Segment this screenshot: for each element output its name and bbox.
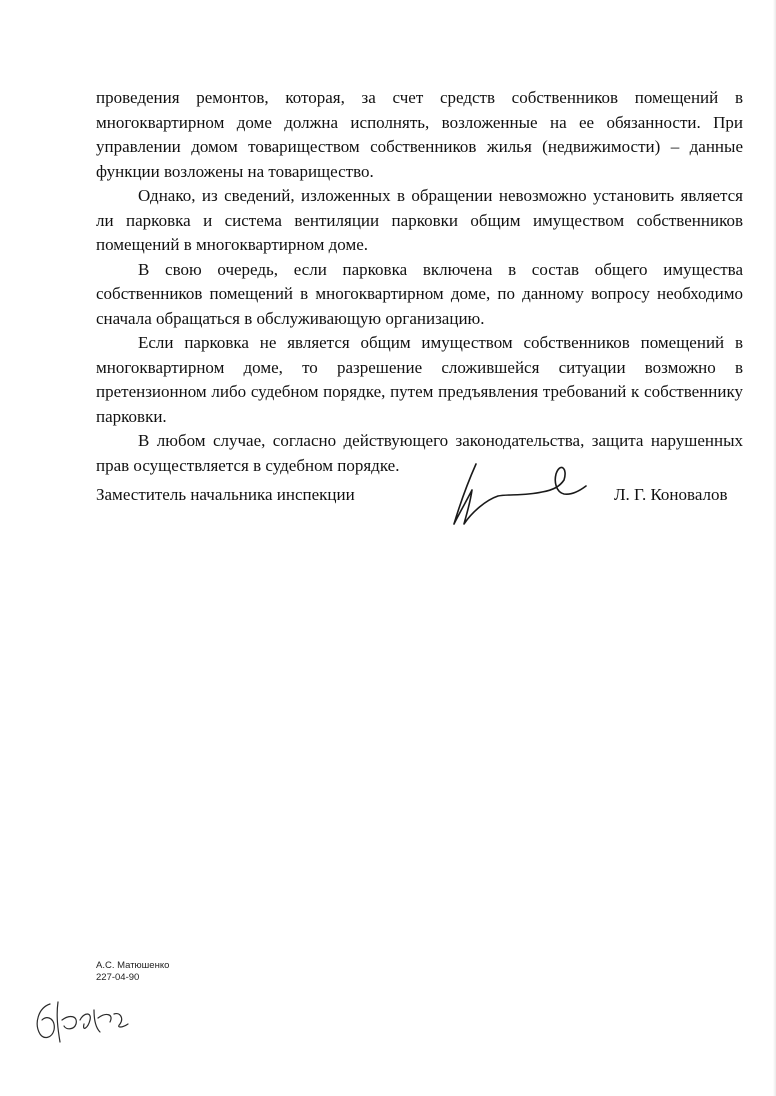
- letter-body: [96, 86, 743, 478]
- handwritten-signature: [446, 452, 596, 532]
- paragraph-common-property: В свою очередь, если парковка включена в состав общего имущества собственников помещений в многоквартирном доме, по данному вопросу необходимо сначала обращаться в обслуживающую организацию.: [96, 259, 743, 328]
- signatory-name: Л. Г. Коновалов: [614, 485, 728, 504]
- paragraph-information: Однако, из сведений, изложенных в обращении невозможно установить является ли парковка и система вентиляции парковки общим имуществом собственников помещений в многоквартирном доме.: [96, 186, 743, 254]
- paragraph-continuation: проведения ремонтов, которая, за счет средств собственников помещений в многоквартирном доме должна исполнять, возложенные на ее обязанности. При управлении домом товариществом собственников жилья (недвижимости) – данные функции возложены на товарищество.: [96, 88, 743, 181]
- handwritten-initials-mark: [28, 990, 148, 1050]
- paragraph-court-protection: В любом случае, согласно действующего законодательства, защита нарушенных прав осуществляется в судебном порядке.: [96, 431, 743, 475]
- executor-block: [96, 960, 169, 983]
- executor-phone: 227-04-90: [96, 971, 140, 983]
- signatory-position: Заместитель начальника инспекции: [96, 485, 355, 504]
- executor-name: А.С. Матюшенко: [96, 960, 170, 971]
- paragraph-not-common-property: Если парковка не является общим имуществом собственников помещений в многоквартирном доме, то разрешение сложившейся ситуации возможно в претензионном либо судебном порядке, путем предъявления требований к собственнику парковки.: [96, 333, 743, 426]
